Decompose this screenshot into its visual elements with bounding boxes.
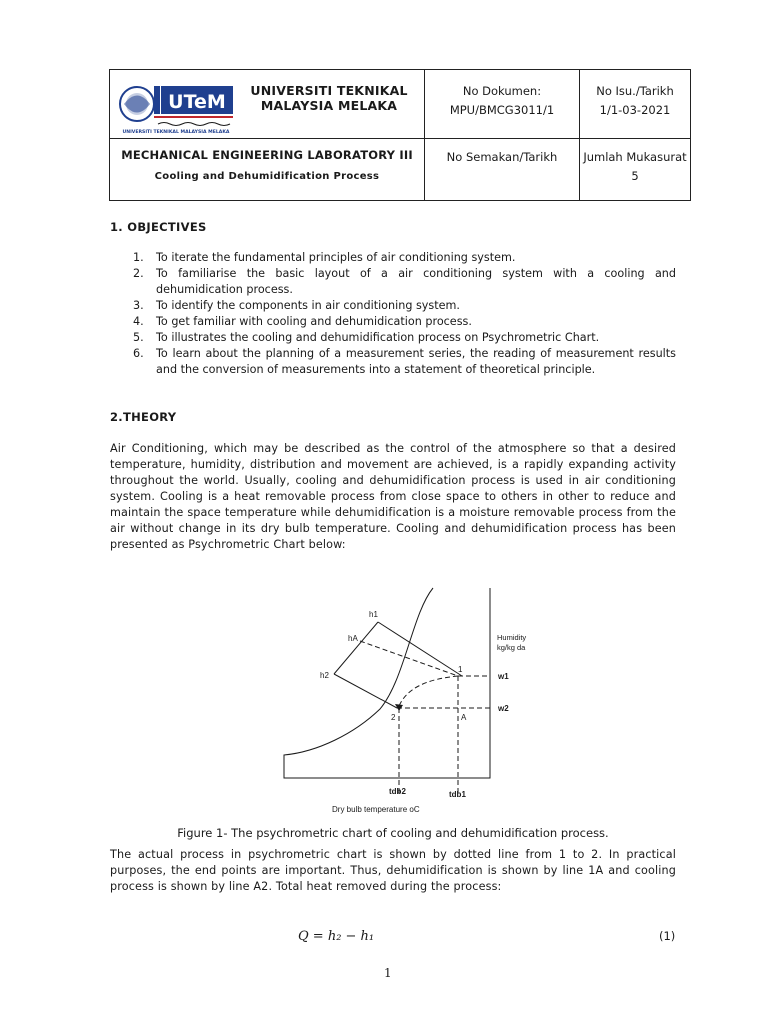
doc-number-value: MPU/BMCG3011/1 [449, 103, 555, 117]
list-number: 1. [133, 251, 144, 264]
label-tdb1: tdb1 [449, 790, 466, 799]
doc-number-cell [425, 82, 579, 120]
pages-label: Jumlah Mukasurat [583, 150, 687, 164]
logo-subtext: UNIVERSITI TEKNIKAL MALAYSIA MELAKA [122, 130, 230, 135]
list-text: To identify the components in air conditioning system. [156, 299, 460, 312]
actual-process-path [399, 676, 458, 706]
issue-label: No Isu./Tarikh [596, 84, 674, 98]
list-item [133, 298, 676, 314]
university-name-line2: MALAYSIA MELAKA [260, 98, 398, 113]
label-w1: w1 [498, 672, 509, 681]
point-1: 1 [458, 665, 463, 674]
process-title: Cooling and Dehumidification Process [154, 171, 380, 182]
list-item [133, 330, 676, 346]
list-text: To familiarise the basic layout of a air conditioning system with a cooling and dehumidication process. [156, 267, 676, 296]
label-h2: h2 [320, 671, 329, 680]
figure-caption: Figure 1- The psychrometric chart of cooling and dehumidification process. [177, 826, 609, 840]
point-A: A [461, 713, 467, 722]
utem-logo [118, 77, 234, 135]
enthalpy-line-h2-low [334, 674, 397, 708]
pages-value: 5 [631, 169, 639, 183]
pages-cell [580, 148, 690, 186]
document-header-table [109, 69, 691, 201]
enthalpy-line-h2 [334, 622, 378, 674]
humidity-unit: kg/kg da [497, 643, 526, 652]
list-text: To get familiar with cooling and dehumidication process. [156, 315, 472, 328]
label-w2: w2 [498, 704, 509, 713]
list-item [133, 250, 676, 266]
saturation-curve [284, 588, 490, 778]
humidity-label: Humidity [497, 633, 527, 642]
list-text: To iterate the fundamental principles of air conditioning system. [156, 251, 516, 264]
page-number: 1 [384, 966, 392, 980]
enthalpy-line-hA [360, 641, 458, 676]
equation: Q = h₂ − h₁ [298, 929, 375, 944]
list-number: 4. [133, 315, 144, 328]
equation-number: (1) [659, 929, 676, 943]
university-name [234, 83, 424, 113]
list-item [133, 346, 676, 378]
revision-label: No Semakan/Tarikh [446, 150, 558, 164]
list-text: To illustrates the cooling and dehumidification process on Psychrometric Chart. [156, 331, 600, 344]
logo-text: UTeM [168, 91, 226, 113]
x-axis-label: Dry bulb temperature oC [332, 805, 420, 814]
objectives-heading: 1. OBJECTIVES [110, 220, 207, 234]
doc-number-label: No Dokumen: [462, 84, 542, 98]
list-number: 6. [133, 347, 144, 360]
enthalpy-line-h1 [378, 622, 462, 676]
list-number: 3. [133, 299, 144, 312]
theory-paragraph-2: The actual process in psychrometric chart is shown by dotted line from 1 to 2. In practical purposes, the end points are important. Thus, dehumidification is shown by line 1A and cooling process is shown by line A2. Total heat removed during the process: [110, 848, 676, 893]
list-item [133, 266, 676, 298]
point-2: 2 [391, 713, 396, 722]
list-text: To learn about the planning of a measurement series, the reading of measurement results and the conversion of measurements into a statement of theoretical principle. [156, 347, 676, 376]
label-h1: h1 [369, 610, 378, 619]
psychrometric-chart-figure [262, 584, 530, 818]
list-item [133, 314, 676, 330]
label-tdb2: tdb2 [389, 787, 406, 796]
label-hA: hA [348, 634, 358, 643]
issue-cell [580, 82, 690, 120]
list-number: 2. [133, 267, 144, 280]
theory-paragraph: Air Conditioning, which may be described as the control of the atmosphere so that a desired temperature, humidity, distribution and movement are achieved, is a rapidly expanding activity throughout the world. Usually, cooling and dehumidification process is used in air conditioning system. Cooling is a heat removable process from close space to others in other to reduce and maintain the space temperature while dehumidification is a moisture removable process from the air without change in its dry bulb temperature. Cooling and dehumidification process has been presented as Psychrometric Chart below: [110, 442, 676, 551]
lab-title: MECHANICAL ENGINEERING LABORATORY III [121, 148, 413, 162]
header-divider [110, 138, 690, 139]
list-number: 5. [133, 331, 144, 344]
objectives-list [133, 250, 676, 378]
issue-value: 1/1-03-2021 [599, 103, 671, 117]
theory-heading: 2.THEORY [110, 410, 177, 424]
university-name-line1: UNIVERSITI TEKNIKAL [250, 83, 408, 98]
